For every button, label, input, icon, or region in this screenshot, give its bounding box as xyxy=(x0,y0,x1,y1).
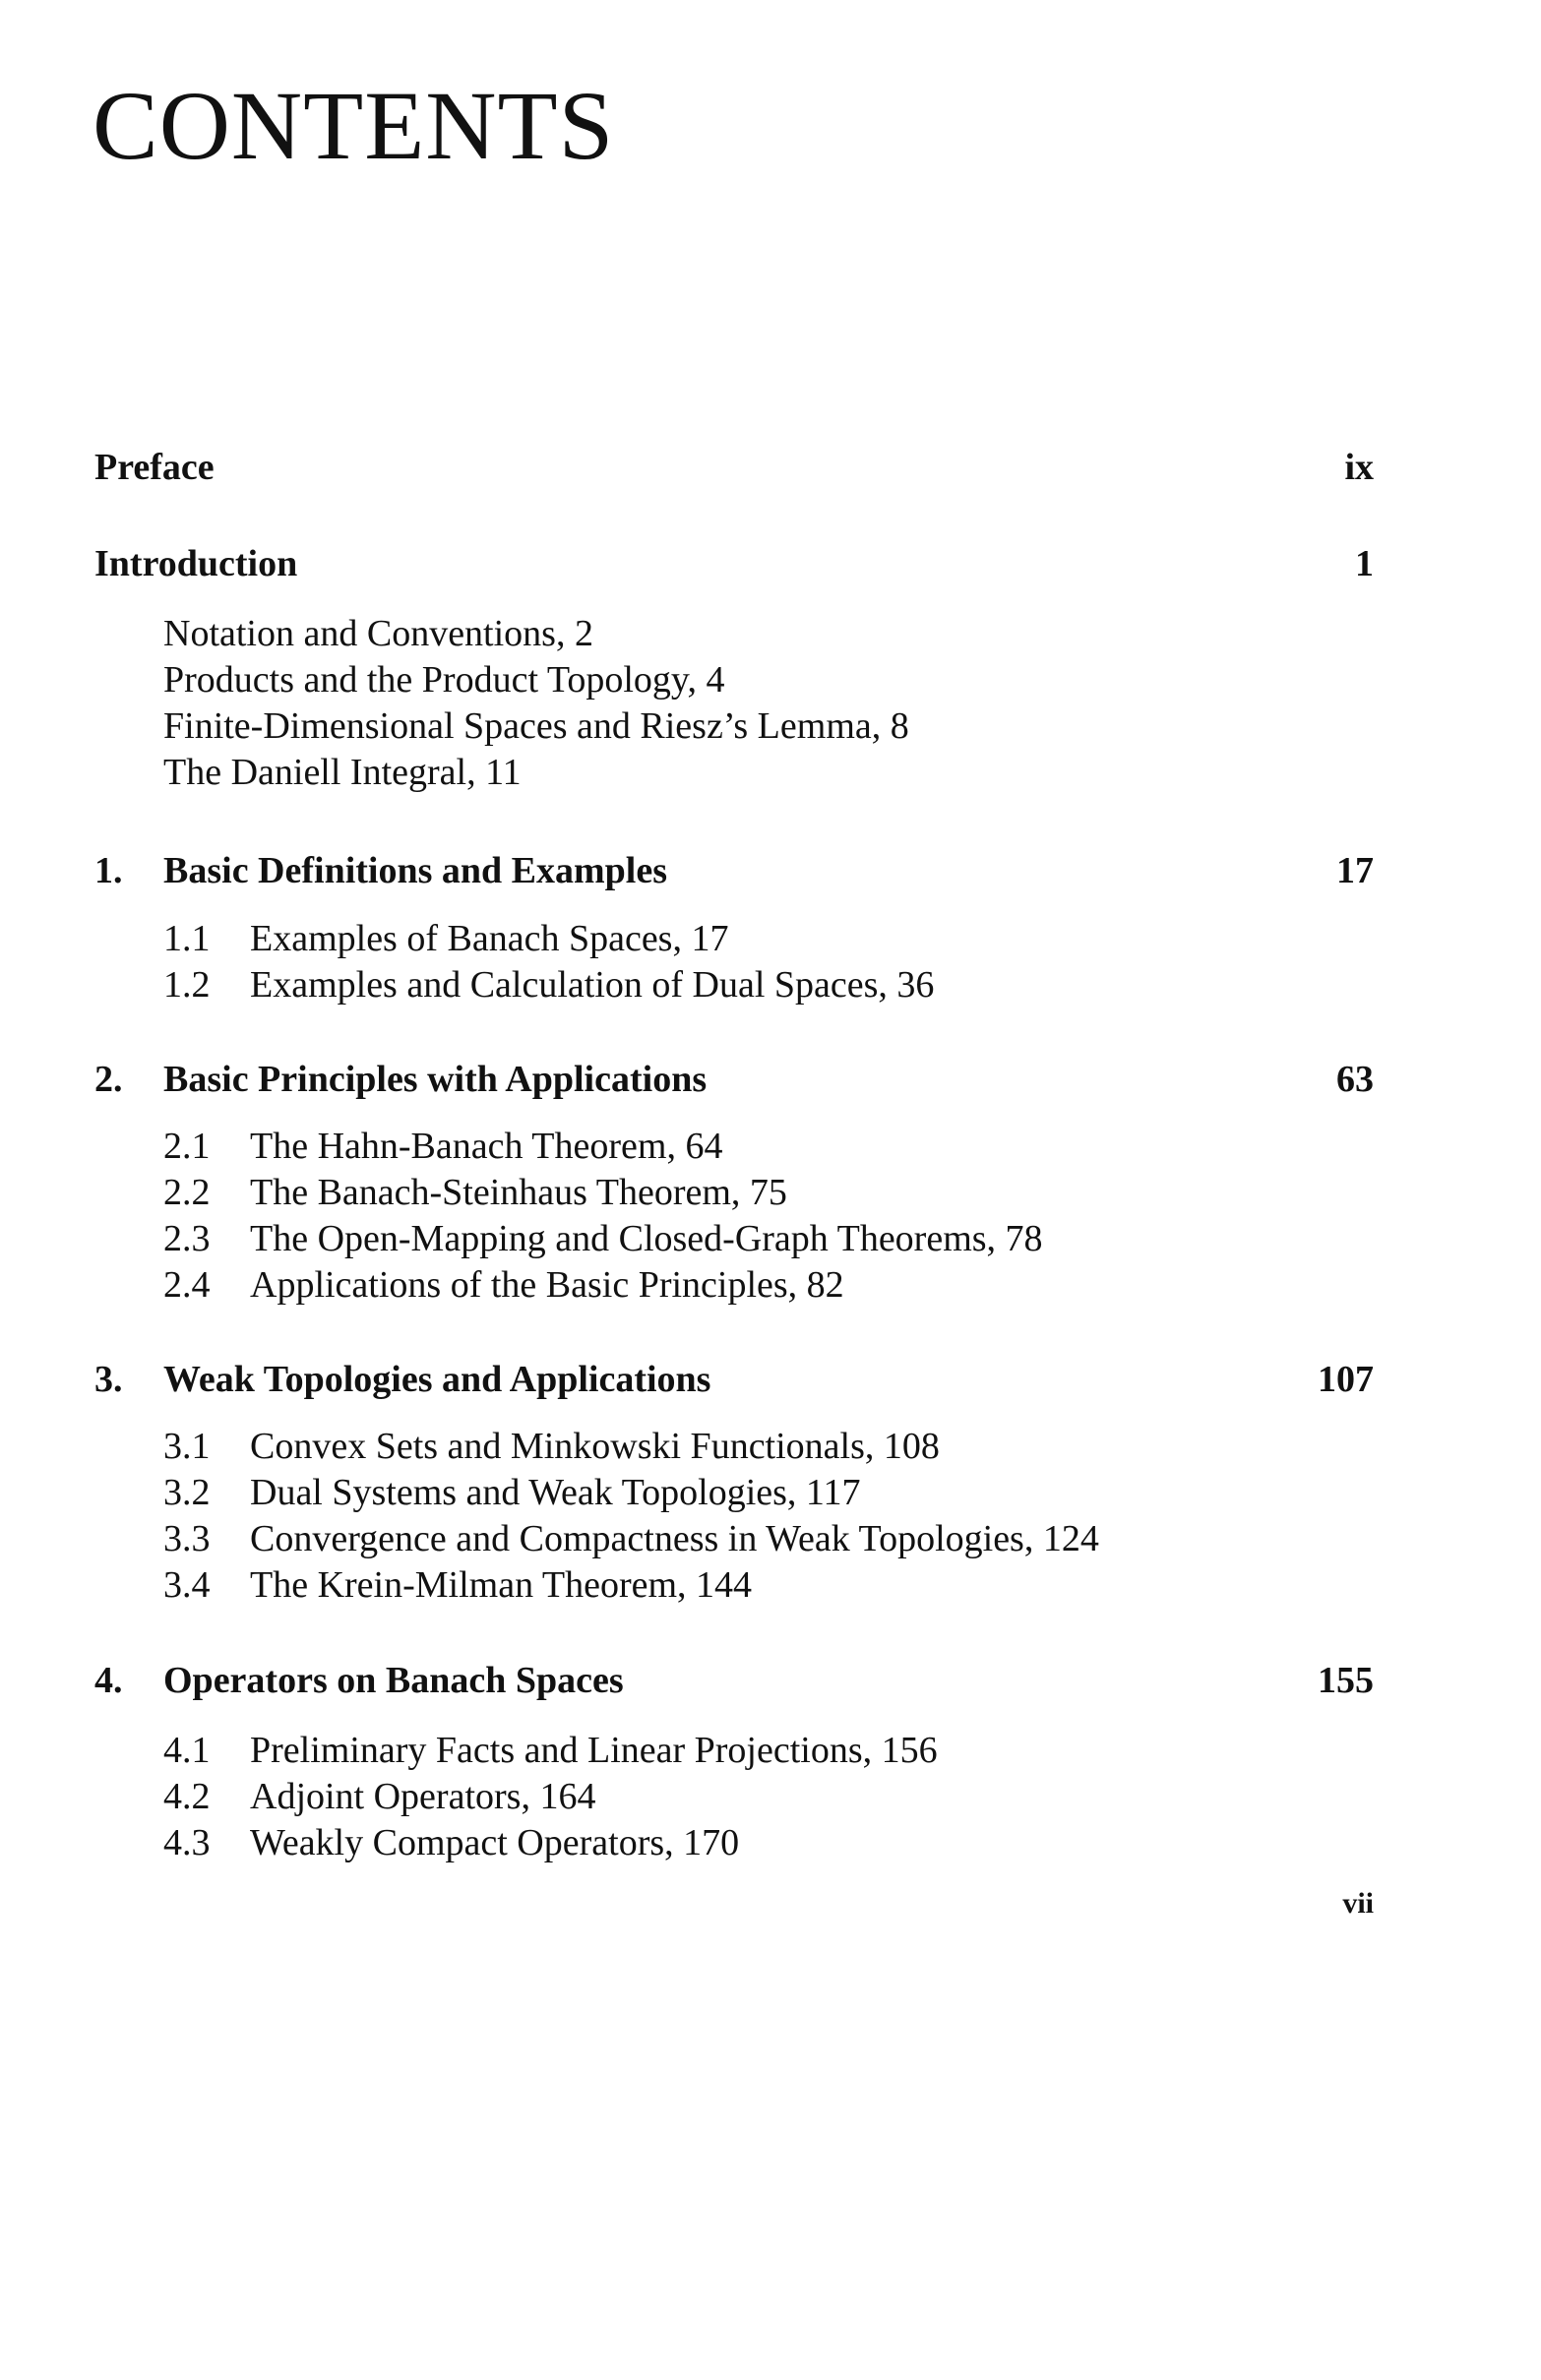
section-title: The Hahn-Banach Theorem, 64 xyxy=(250,1126,723,1167)
section-number: 3.2 xyxy=(163,1472,211,1513)
section-number: 4.2 xyxy=(163,1776,211,1817)
introduction-label: Introduction xyxy=(94,543,298,584)
list-item[interactable]: Notation and Conventions, 2 xyxy=(163,613,593,654)
list-item[interactable]: Finite-Dimensional Spaces and Riesz’s Lemma, 8 xyxy=(163,705,909,747)
toc-chapter-2[interactable] xyxy=(94,1055,1374,1104)
section-title: Convex Sets and Minkowski Functionals, 108 xyxy=(250,1426,940,1467)
section-number: 1.2 xyxy=(163,964,211,1006)
toc-section[interactable] xyxy=(163,1469,1344,1516)
section-title: The Open-Mapping and Closed-Graph Theorems, 78 xyxy=(250,1218,1043,1259)
toc-section[interactable] xyxy=(163,1819,1344,1866)
preface-label: Preface xyxy=(94,447,215,488)
section-number: 3.3 xyxy=(163,1518,211,1559)
section-title: Applications of the Basic Principles, 82 xyxy=(250,1264,844,1306)
section-number: 2.1 xyxy=(163,1126,211,1167)
section-title: Adjoint Operators, 164 xyxy=(250,1776,596,1817)
toc-section[interactable] xyxy=(163,1123,1344,1170)
toc-section[interactable] xyxy=(163,1261,1344,1309)
toc-section[interactable] xyxy=(163,915,1344,962)
introduction-page: 1 xyxy=(1355,543,1374,584)
chapter-title: Basic Definitions and Examples xyxy=(163,850,668,891)
section-number: 1.1 xyxy=(163,918,211,959)
chapter-number: 4. xyxy=(94,1660,123,1701)
toc-section[interactable] xyxy=(163,1727,1344,1774)
section-number: 4.1 xyxy=(163,1730,211,1771)
section-title: Examples and Calculation of Dual Spaces, 36 xyxy=(250,964,935,1006)
chapter-page: 17 xyxy=(1336,850,1374,891)
chapter-number: 3. xyxy=(94,1359,123,1400)
section-title: Examples of Banach Spaces, 17 xyxy=(250,918,729,959)
toc-section[interactable] xyxy=(163,1515,1344,1562)
section-title: Convergence and Compactness in Weak Topologies, 124 xyxy=(250,1518,1099,1559)
section-title: Weakly Compact Operators, 170 xyxy=(250,1822,740,1863)
section-number: 2.3 xyxy=(163,1218,211,1259)
chapter-title: Operators on Banach Spaces xyxy=(163,1660,624,1701)
toc-chapter-1[interactable] xyxy=(94,846,1374,895)
toc-chapter-4[interactable] xyxy=(94,1656,1374,1705)
section-number: 2.4 xyxy=(163,1264,211,1306)
section-title: The Banach-Steinhaus Theorem, 75 xyxy=(250,1172,787,1213)
chapter-number: 2. xyxy=(94,1059,123,1100)
section-number: 2.2 xyxy=(163,1172,211,1213)
chapter-page: 63 xyxy=(1336,1059,1374,1100)
page-number: vii xyxy=(1342,1887,1374,1920)
section-number: 4.3 xyxy=(163,1822,211,1863)
toc-section[interactable] xyxy=(163,1215,1344,1262)
chapter-page: 155 xyxy=(1318,1660,1374,1701)
toc-entry-introduction[interactable] xyxy=(94,539,1374,588)
page-title: CONTENTS xyxy=(92,71,615,180)
toc-section[interactable] xyxy=(163,1561,1344,1609)
chapter-title: Weak Topologies and Applications xyxy=(163,1359,711,1400)
section-number: 3.1 xyxy=(163,1426,211,1467)
toc-section[interactable] xyxy=(163,1169,1344,1216)
toc-entry-preface[interactable] xyxy=(94,443,1374,492)
chapter-number: 1. xyxy=(94,850,123,891)
section-title: Dual Systems and Weak Topologies, 117 xyxy=(250,1472,861,1513)
section-title: Preliminary Facts and Linear Projections, 156 xyxy=(250,1730,938,1771)
preface-page: ix xyxy=(1344,447,1374,488)
section-number: 3.4 xyxy=(163,1564,211,1606)
toc-chapter-3[interactable] xyxy=(94,1355,1374,1404)
toc-section[interactable] xyxy=(163,1423,1344,1470)
toc-section[interactable] xyxy=(163,1773,1344,1820)
section-title: The Krein-Milman Theorem, 144 xyxy=(250,1564,753,1606)
chapter-page: 107 xyxy=(1318,1359,1374,1400)
list-item[interactable]: The Daniell Integral, 11 xyxy=(163,752,522,793)
toc-section[interactable] xyxy=(163,961,1344,1008)
chapter-title: Basic Principles with Applications xyxy=(163,1059,708,1100)
list-item[interactable]: Products and the Product Topology, 4 xyxy=(163,659,725,701)
